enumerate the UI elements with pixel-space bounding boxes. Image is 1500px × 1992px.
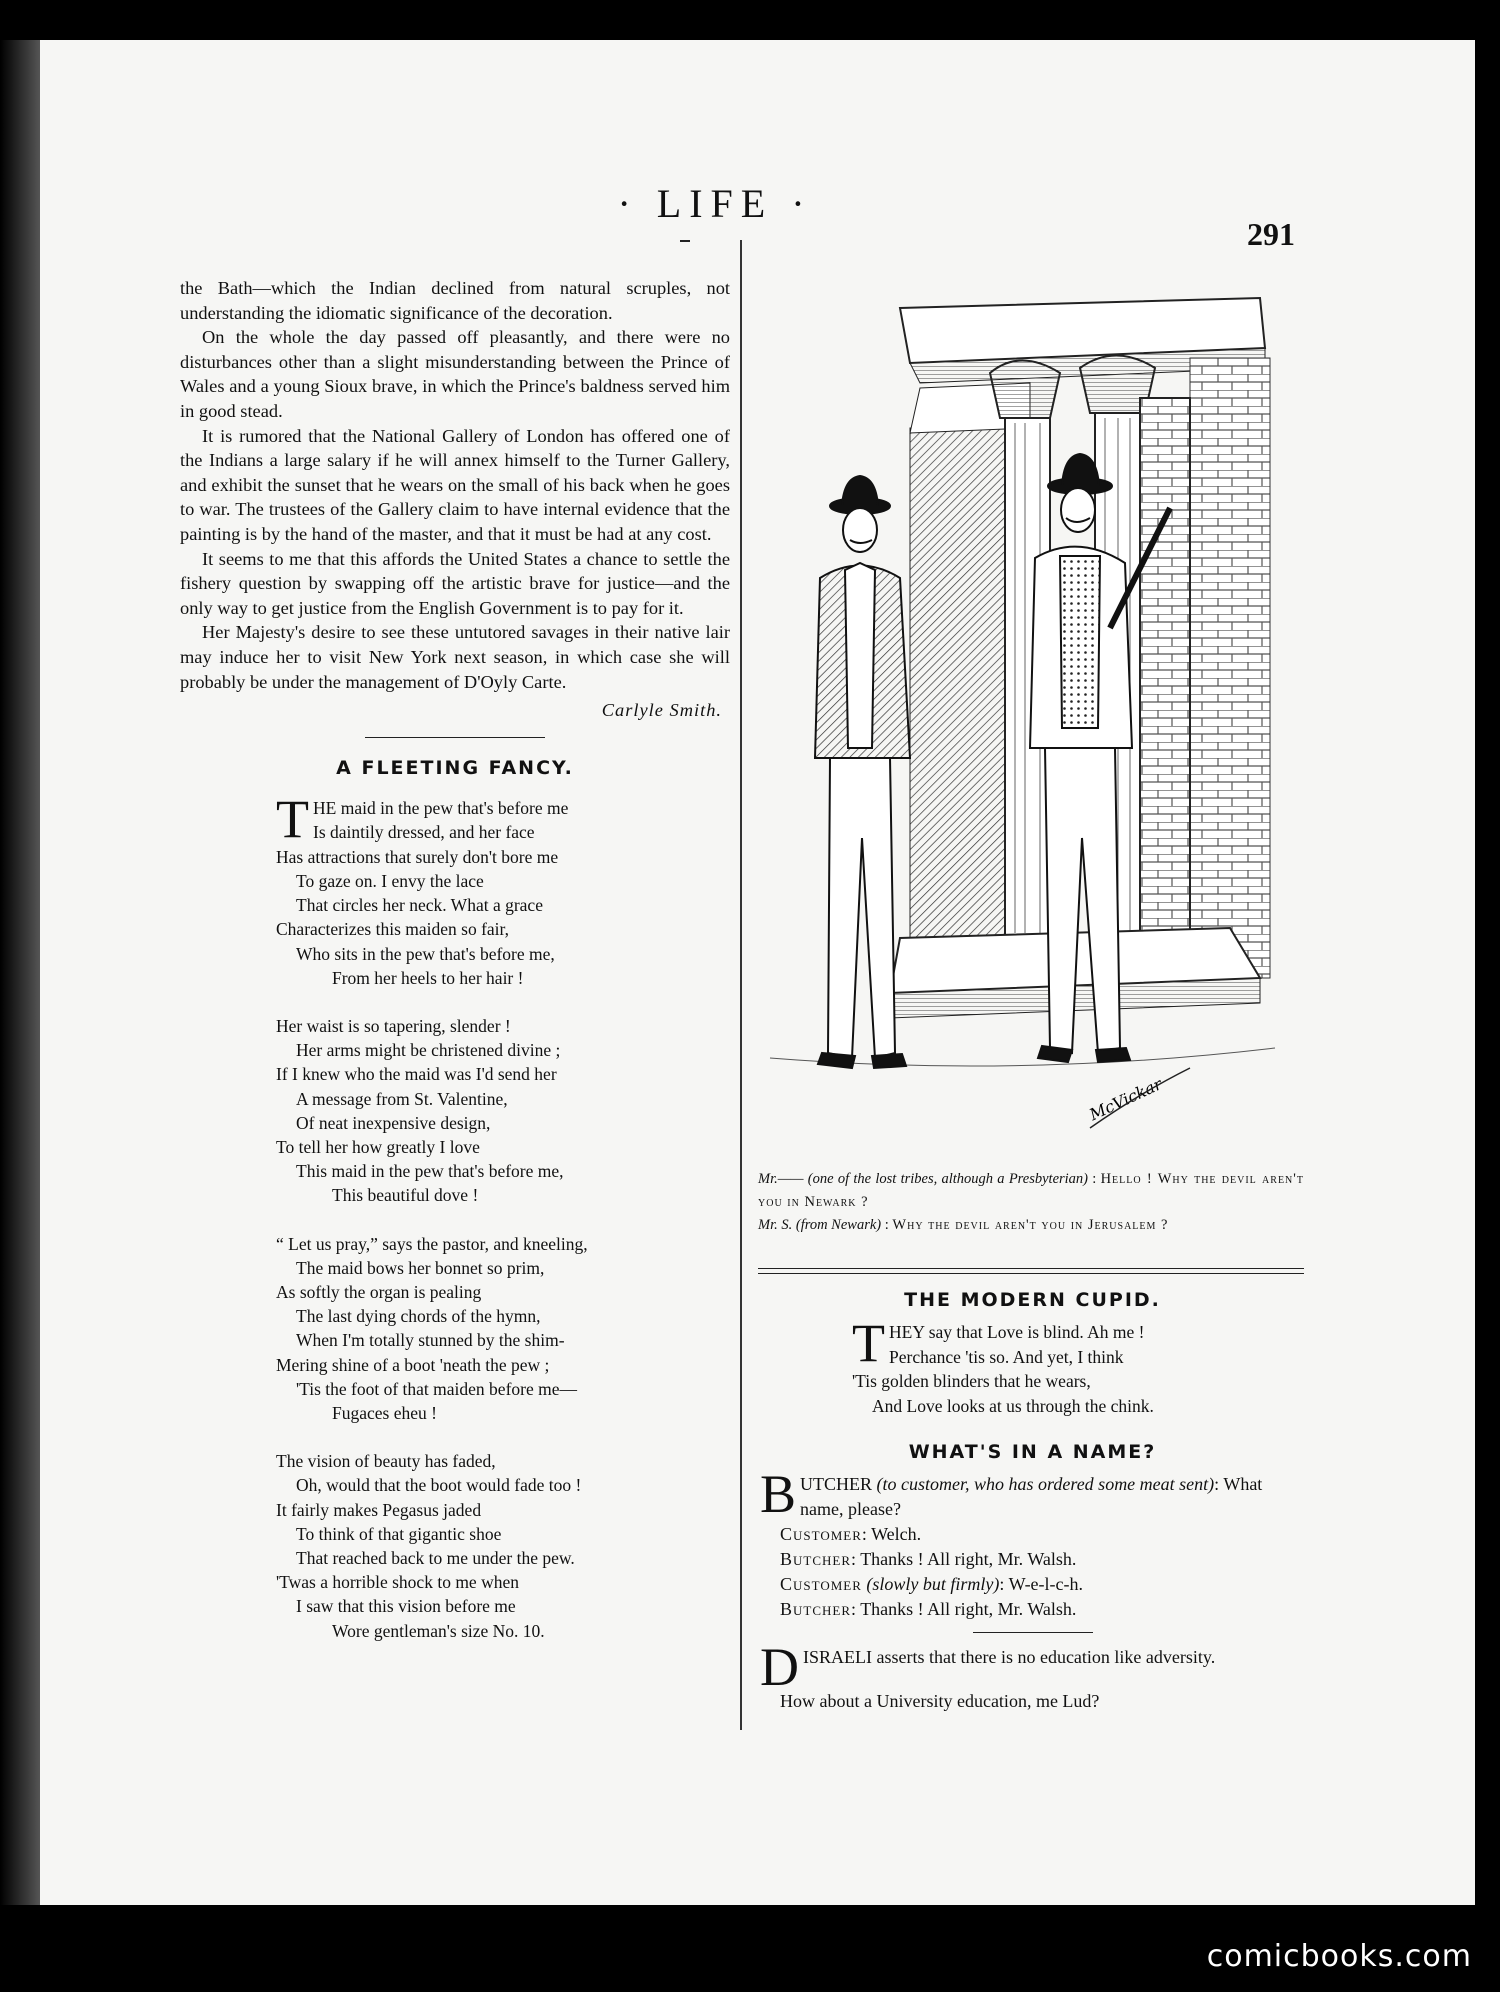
speech: : What name, please? <box>800 1474 1263 1520</box>
left-column <box>180 276 730 1667</box>
stanza <box>276 1232 730 1426</box>
speech: : Thanks ! All right, Mr. Walsh. <box>851 1549 1077 1570</box>
site-watermark: comicbooks.com <box>1206 1939 1472 1974</box>
poem-line: Oh, would that the boot would fade too ! <box>296 1475 582 1496</box>
dialogue-line <box>760 1522 1305 1547</box>
speech: : Thanks ! All right, Mr. Walsh. <box>851 1599 1077 1620</box>
right-column <box>760 1288 1305 1714</box>
paragraph: It is rumored that the National Gallery of London has offered one of the Indians a large salary if he will annex himself to the Turner Gallery, and exhibit the sunset that he wears on the small of his back when he goes to war. The trustees of the Gallery claim to have internal evidence that the painting is by the hand of the master, and that it must be had at any cost. <box>180 425 730 544</box>
section-title: WHAT'S IN A NAME? <box>908 1441 1157 1464</box>
drop-cap: D <box>760 1637 799 1698</box>
poem-line: Has attractions that surely don't bore me <box>276 846 559 867</box>
drop-cap: B <box>760 1464 797 1525</box>
poem-line: 'Twas a horrible shock to me when <box>276 1572 519 1593</box>
poem-line: Wore gentleman's size No. 10. <box>332 1620 545 1641</box>
poem-line: This maid in the pew that's before me, <box>296 1161 564 1182</box>
poem-line: The last dying chords of the hymn, <box>296 1306 541 1327</box>
speaker: Customer <box>780 1574 862 1595</box>
poem-line: If I knew who the maid was I'd send her <box>276 1064 557 1085</box>
speaker: UTCHER <box>800 1474 873 1495</box>
poem-line: 'Tis golden blinders that he wears, <box>852 1371 1091 1392</box>
paragraph: It seems to me that this affords the United States a chance to settle the fishery question by swapping off the artistic brave for justice—and the only way to get justice from the English Government is to pay for it. <box>180 548 730 618</box>
dialogue-line <box>760 1547 1305 1572</box>
paragraph: On the whole the day passed off pleasantly, and there were no disturbances other than a slight misunderstanding between the Prince of Wales and a young Sioux brave, in which the Prince's baldness served him in good stead. <box>180 327 730 421</box>
caption-speaker: Mr. S. <box>758 1217 793 1233</box>
poem-line: “ Let us pray,” says the pastor, and kneeling, <box>276 1233 588 1254</box>
page-title: · LIFE · <box>617 181 813 226</box>
poem-line: Is daintily dressed, and her face <box>313 822 535 843</box>
divider <box>973 1632 1093 1633</box>
stanza <box>276 789 730 990</box>
poem-line: A message from St. Valentine, <box>296 1088 508 1109</box>
caption-line: Mr.—— (one of the lost tribes, although a Presbyterian) : Hello ! Why the devil aren't you in Newark ? <box>758 1171 1304 1210</box>
poem <box>276 789 730 1643</box>
poem-line: When I'm totally stunned by the shim- <box>296 1330 565 1351</box>
artist-signature: McVickar <box>1086 1074 1165 1125</box>
paragraph: Her Majesty's desire to see these untutored savages in their native lair may induce her to visit New York next season, in which case she will probably be under the management of D'Oyly Carte. <box>180 622 730 692</box>
section-divider <box>758 1268 1304 1274</box>
stage-note: (slowly but firmly) <box>866 1574 1000 1595</box>
poem-line: HE maid in the pew that's before me <box>313 798 569 819</box>
poem-title: THE MODERN CUPID. <box>904 1289 1161 1311</box>
drop-cap: T <box>852 1313 885 1374</box>
dialogue <box>760 1464 1305 1714</box>
poem-title: A FLEETING FANCY. <box>336 756 574 779</box>
poem-line: Perchance 'tis so. And yet, I think <box>889 1346 1124 1367</box>
illustration-caption <box>758 1168 1304 1237</box>
caption-speech: Hello ! Why the devil aren't you in Newark ? <box>758 1171 1304 1210</box>
speaker: Butcher <box>780 1549 852 1570</box>
poem-line: The vision of beauty has faded, <box>276 1451 496 1472</box>
caption-note: (from Newark) <box>795 1217 882 1233</box>
caption-line: Mr. S. (from Newark) : Why the devil aren't you in Jerusalem ? <box>758 1217 1169 1233</box>
caption-speech: Why the devil aren't you in Jerusalem ? <box>892 1217 1169 1233</box>
dialogue-opening <box>760 1464 1305 1525</box>
poem-line: From her heels to her hair ! <box>332 967 524 988</box>
divider <box>365 737 545 738</box>
stanza <box>276 1014 730 1208</box>
poem-line: It fairly makes Pegasus jaded <box>276 1499 482 1520</box>
poem-line: As softly the organ is pealing <box>276 1281 482 1302</box>
book-spine <box>0 40 40 1905</box>
header-tick <box>680 240 690 242</box>
magazine-page <box>40 40 1475 1905</box>
poem-line: That circles her neck. What a grace <box>296 895 543 916</box>
poem-line: To gaze on. I envy the lace <box>296 870 484 891</box>
speech: : Welch. <box>861 1524 922 1545</box>
two-gentlemen-illustration <box>760 278 1280 1146</box>
poem-line: I saw that this vision before me <box>296 1596 516 1617</box>
poem-line: Who sits in the pew that's before me, <box>296 943 555 964</box>
illustration <box>760 278 1280 1146</box>
poem-line: HEY say that Love is blind. Ah me ! <box>889 1322 1145 1343</box>
caption-note: (one of the lost tribes, although a Presbyterian) <box>807 1171 1089 1187</box>
poem-line: That reached back to me under the pew. <box>296 1547 575 1568</box>
poem-line: Her arms might be christened divine ; <box>296 1040 561 1061</box>
poem <box>852 1313 1305 1418</box>
poem-line: Characterizes this maiden so fair, <box>276 919 510 940</box>
drop-cap: T <box>276 789 309 850</box>
poem-line: To tell her how greatly I love <box>276 1136 480 1157</box>
disraeli-item <box>760 1637 1305 1698</box>
poem-line: This beautiful dove ! <box>332 1185 479 1206</box>
poem-line: Of neat inexpensive design, <box>296 1112 491 1133</box>
caption-speaker: Mr.—— <box>758 1171 804 1187</box>
speaker: Butcher <box>780 1599 852 1620</box>
stanza <box>276 1449 730 1643</box>
page-number: 291 <box>1247 216 1295 252</box>
poem-line: Her waist is so tapering, slender ! <box>276 1015 511 1036</box>
poem-line: To think of that gigantic shoe <box>296 1523 502 1544</box>
stage-note: (to customer, who has ordered some meat sent) <box>876 1474 1215 1495</box>
poem-line: The maid bows her bonnet so prim, <box>296 1257 545 1278</box>
poem-line: 'Tis the foot of that maiden before me— <box>296 1378 577 1399</box>
column-divider <box>740 240 742 1730</box>
poem-line: And Love looks at us through the chink. <box>872 1395 1154 1416</box>
dialogue-line <box>760 1597 1305 1622</box>
author-signature: Carlyle Smith. <box>601 700 722 721</box>
quip-followup: How about a University education, me Lud? <box>780 1691 1100 1712</box>
speech: : W-e-l-c-h. <box>999 1574 1084 1595</box>
poem-line: Mering shine of a boot 'neath the pew ; <box>276 1354 550 1375</box>
paragraph: the Bath—which the Indian declined from natural scruples, not understanding the idiomatic significance of the decoration. <box>180 278 730 323</box>
poem-line: Fugaces eheu ! <box>332 1402 437 1423</box>
quip-text: ISRAELI asserts that there is no education like adversity. <box>803 1647 1216 1668</box>
speaker: Customer <box>780 1524 862 1545</box>
dialogue-line <box>760 1572 1305 1597</box>
